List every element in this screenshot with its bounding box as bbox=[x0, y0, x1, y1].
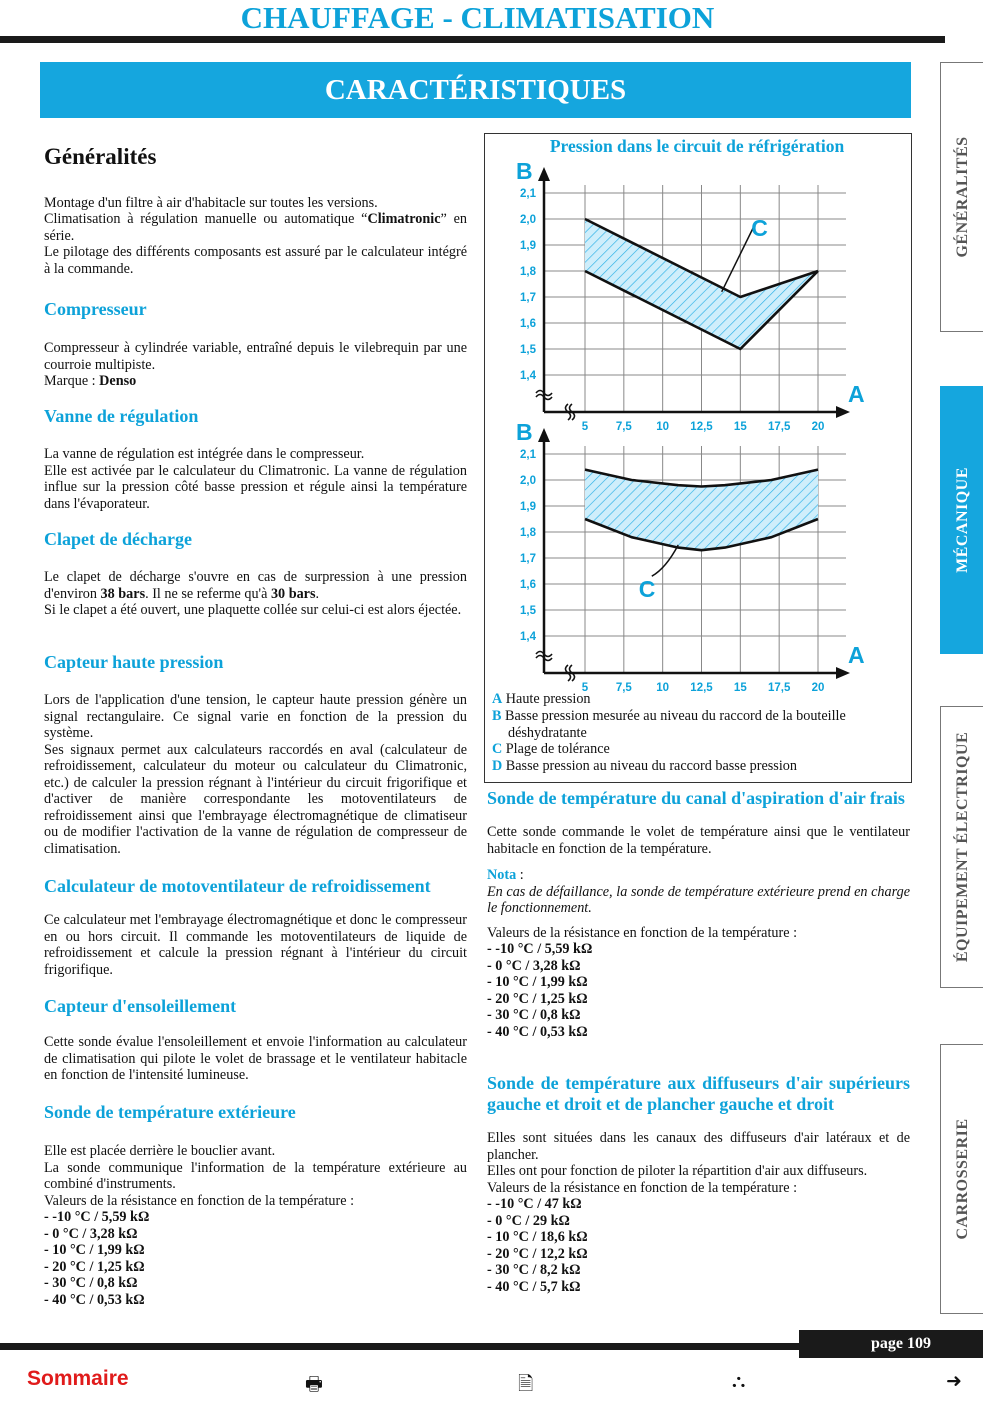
page-title: CHAUFFAGE - CLIMATISATION bbox=[240, 0, 715, 35]
tab-equipement-electrique[interactable] bbox=[940, 706, 983, 988]
y-tick-label: 2,0 bbox=[520, 475, 536, 487]
section-ensoleillement bbox=[44, 996, 467, 1084]
heading-compresseur: Compresseur bbox=[44, 299, 147, 319]
y-axis-letter: B bbox=[516, 158, 533, 184]
list-item: - 10 °C / 1,99 kΩ bbox=[487, 974, 588, 990]
x-tick-label: 7,5 bbox=[615, 421, 632, 433]
heading-sonde-diff: Sonde de température aux diffuseurs d'air supérieurs gauche et droit et de plancher gauche et droit bbox=[487, 1073, 910, 1114]
heading-ensoleillement: Capteur d'ensoleillement bbox=[44, 996, 237, 1016]
region-pointer bbox=[652, 545, 678, 576]
nota-text: En cas de défaillance, la sonde de température extérieure prend en charge le fonctionnement. bbox=[487, 883, 910, 916]
document-icon[interactable]: 🗎 bbox=[518, 1373, 534, 1395]
y-axis-letter: B bbox=[516, 419, 533, 445]
y-tick-label: 1,6 bbox=[520, 579, 536, 591]
y-tick-label: 1,4 bbox=[520, 631, 536, 643]
list-item: - 30 °C / 0,8 kΩ bbox=[44, 1275, 138, 1291]
paragraph: Cette sonde évalue l'ensoleillement et envoie l'information au calculateur de climatisation qui pilote le volet de brassage et le ventilateur habitacle en fonction de l'intensité lumineuse. bbox=[44, 1034, 467, 1083]
y-tick-label: 1,7 bbox=[520, 553, 536, 565]
heading-capteur-hp: Capteur haute pression bbox=[44, 652, 224, 672]
printer-icon[interactable]: 🖶 bbox=[305, 1373, 323, 1395]
x-tick-label: 5 bbox=[581, 421, 589, 433]
list-item: - 0 °C / 29 kΩ bbox=[487, 1212, 570, 1229]
section-capteur-hp bbox=[44, 652, 467, 857]
tab-generalites[interactable] bbox=[940, 62, 983, 332]
list-item: - 0 °C / 3,28 kΩ bbox=[44, 1225, 138, 1242]
paragraph: Valeurs de la résistance en fonction de la température : bbox=[487, 924, 798, 941]
y-tick-label: 1,4 bbox=[520, 370, 536, 382]
section-compresseur bbox=[44, 299, 467, 390]
nota: Nota : bbox=[487, 867, 524, 883]
y-tick-label: 1,5 bbox=[520, 605, 536, 617]
paragraph: Si le clapet a été ouvert, une plaquette collée sur celui-ci est alors éjectée. bbox=[44, 602, 462, 618]
paragraph: Le clapet de décharge s'ouvre en cas de surpression à une pression d'environ 38 bars. Il ne se referme qu'à 30 bars. bbox=[44, 569, 467, 602]
y-tick-label: 1,9 bbox=[520, 501, 536, 513]
x-tick-label: 5 bbox=[581, 682, 589, 694]
section-sonde-diffuseurs bbox=[487, 1073, 910, 1295]
list-item: - 20 °C / 12,2 kΩ bbox=[487, 1245, 588, 1262]
heading-vanne: Vanne de régulation bbox=[44, 406, 199, 426]
list-item: - 30 °C / 0,8 kΩ bbox=[487, 1007, 581, 1023]
binoculars-icon[interactable]: ⛬ bbox=[732, 1370, 746, 1392]
paragraph: La vanne de régulation est intégrée dans le compresseur. bbox=[44, 446, 365, 462]
list-item: - 40 °C / 5,7 kΩ bbox=[487, 1278, 581, 1295]
y-axis-arrow bbox=[538, 428, 550, 442]
heading-clapet: Clapet de décharge bbox=[44, 529, 192, 549]
heading-sonde-ext: Sonde de température extérieure bbox=[44, 1102, 296, 1122]
x-tick-label: 20 bbox=[811, 682, 825, 694]
section-banner: CARACTÉRISTIQUES bbox=[40, 62, 911, 118]
x-tick-label: 7,5 bbox=[615, 682, 632, 694]
legend-a: A Haute pression bbox=[492, 691, 591, 707]
sommaire-link[interactable]: Sommaire bbox=[27, 1367, 129, 1390]
list-item: - 40 °C / 0,53 kΩ bbox=[487, 1023, 588, 1040]
pressure-charts bbox=[484, 155, 910, 695]
resistance-list bbox=[487, 941, 910, 1040]
list-item: - -10 °C / 5,59 kΩ bbox=[44, 1209, 150, 1225]
paragraph: Compresseur à cylindrée variable, entraîné depuis le vilebrequin par une courroie multipiste. bbox=[44, 340, 467, 373]
y-tick-label: 2,1 bbox=[520, 188, 536, 200]
section-sonde-exterieure bbox=[44, 1102, 467, 1308]
section-clapet bbox=[44, 529, 467, 619]
x-tick-label: 17,5 bbox=[767, 682, 791, 694]
region-letter: C bbox=[638, 576, 656, 602]
x-tick-label: 17,5 bbox=[767, 421, 791, 433]
y-tick-label: 1,8 bbox=[520, 266, 536, 278]
resistance-list bbox=[44, 1209, 467, 1308]
paragraph: Marque : Denso bbox=[44, 373, 137, 389]
heading-generalites: Généralités bbox=[44, 144, 157, 169]
list-item: - 20 °C / 1,25 kΩ bbox=[44, 1258, 145, 1275]
y-tick-label: 1,7 bbox=[520, 292, 536, 304]
list-item: - -10 °C / 47 kΩ bbox=[487, 1196, 582, 1212]
tab-label: MÉCANIQUE bbox=[954, 467, 971, 573]
paragraph: Climatisation à régulation manuelle ou automatique “Climatronic” en série. bbox=[44, 211, 467, 244]
footer-rule bbox=[0, 1343, 800, 1350]
paragraph: Montage d'un filtre à air d'habitacle sur toutes les versions. bbox=[44, 194, 378, 211]
x-axis-arrow bbox=[836, 406, 850, 418]
tab-carrosserie[interactable] bbox=[940, 1044, 983, 1314]
region-letter: C bbox=[751, 214, 768, 241]
y-tick-label: 1,8 bbox=[520, 527, 536, 539]
paragraph: Lors de l'application d'une tension, le capteur haute pression génère un signal rectangulaire. Ce signal varie en fonction de la pression du système. bbox=[44, 692, 467, 741]
list-item: - 30 °C / 8,2 kΩ bbox=[487, 1262, 581, 1278]
x-axis-letter: A bbox=[848, 381, 865, 407]
x-axis-letter: A bbox=[848, 642, 865, 668]
list-item: - -10 °C / 5,59 kΩ bbox=[487, 941, 593, 957]
paragraph: Cette sonde commande le volet de température ainsi que le ventilateur habitacle en fonction de la température. bbox=[487, 824, 910, 857]
x-tick-label: 12,5 bbox=[690, 682, 713, 694]
tab-mecanique[interactable] bbox=[940, 386, 983, 654]
x-tick-label: 10 bbox=[656, 682, 670, 694]
paragraph: Elle est activée par le calculateur du Climatronic. La vanne de régulation influe sur la pression côté basse pression et régule ainsi la température dans l'évaporateur. bbox=[44, 462, 467, 512]
x-axis-arrow bbox=[836, 667, 850, 679]
x-tick-label: 15 bbox=[733, 421, 747, 433]
section-sonde-canal bbox=[487, 788, 910, 1040]
region-pointer bbox=[722, 226, 755, 292]
paragraph: Ce calculateur met l'embrayage électromagnétique et donc le compresseur en ou hors circuit. Il commande les motoventilateurs de liquide de refroidissement et calcule la pression régnant à l'intérieur du circuit frigorifique. bbox=[44, 912, 467, 978]
paragraph: Elle est placée derrière le bouclier avant. bbox=[44, 1143, 276, 1159]
section-calculateur bbox=[44, 876, 467, 978]
paragraph: Valeurs de la résistance en fonction de la température : bbox=[487, 1179, 798, 1196]
tab-label: ÉQUIPEMENT ÉLECTRIQUE bbox=[954, 731, 971, 963]
list-item: - 40 °C / 0,53 kΩ bbox=[44, 1291, 145, 1308]
x-tick-label: 10 bbox=[656, 421, 670, 433]
y-tick-label: 1,5 bbox=[520, 344, 536, 356]
paragraph: Elles sont situées dans les canaux des diffuseurs d'air latéraux et de plancher. bbox=[487, 1130, 910, 1163]
tab-label: GÉNÉRALITÉS bbox=[954, 136, 971, 258]
page-number: page 109 bbox=[799, 1330, 983, 1358]
list-item: - 0 °C / 3,28 kΩ bbox=[487, 957, 581, 974]
title-rule bbox=[0, 36, 945, 43]
list-item: - 20 °C / 1,25 kΩ bbox=[487, 990, 588, 1007]
tab-label: CARROSSERIE bbox=[954, 1118, 971, 1240]
y-tick-label: 2,0 bbox=[520, 214, 536, 226]
paragraph: La sonde communique l'information de la température extérieure au combiné d'instruments. bbox=[44, 1159, 467, 1192]
y-tick-label: 1,9 bbox=[520, 240, 536, 252]
list-item: - 10 °C / 1,99 kΩ bbox=[44, 1242, 145, 1258]
legend-b: B Basse pression mesurée au niveau du raccord de la bouteille déshydratante bbox=[492, 708, 846, 741]
section-vanne-regulation bbox=[44, 406, 467, 512]
y-tick-label: 2,1 bbox=[520, 449, 536, 461]
arrow-right-icon[interactable]: ➜ bbox=[946, 1370, 962, 1392]
x-tick-label: 20 bbox=[811, 421, 825, 433]
resistance-list bbox=[487, 1196, 910, 1295]
legend-c: C Plage de tolérance bbox=[492, 741, 610, 757]
section-generalites bbox=[44, 144, 467, 277]
y-tick-label: 1,6 bbox=[520, 318, 536, 330]
chart-title: Pression dans le circuit de réfrigération bbox=[549, 136, 845, 156]
x-tick-label: 12,5 bbox=[690, 421, 713, 433]
paragraph: Le pilotage des différents composants est assuré par le calculateur intégré à la commande. bbox=[44, 244, 467, 277]
legend-d: D Basse pression au niveau du raccord basse pression bbox=[492, 758, 797, 774]
paragraph: Valeurs de la résistance en fonction de la température : bbox=[44, 1192, 355, 1209]
y-axis-arrow bbox=[538, 167, 550, 181]
paragraph: Elles ont pour fonction de piloter la répartition d'air aux diffuseurs. bbox=[487, 1163, 868, 1179]
list-item: - 10 °C / 18,6 kΩ bbox=[487, 1229, 588, 1245]
paragraph: Ses signaux permet aux calculateurs raccordés en aval (calculateur de refroidissement, calculateur du moteur ou calculateur du Climatronic, etc.) de calculer la pression régnant à l'intérieur du circuit frigorifique et d'activer de manière correspondante les motoventilateurs de refroidissement ainsi que l'embrayage électromagnétique de climatiseur ou de modifier l'activation de la vanne de régulation de compresseur de climatisation. bbox=[44, 741, 467, 857]
heading-calculateur: Calculateur de motoventilateur de refroidissement bbox=[44, 876, 431, 896]
x-tick-label: 15 bbox=[733, 682, 747, 694]
heading-sonde-canal: Sonde de température du canal d'aspiration d'air frais bbox=[487, 788, 905, 808]
